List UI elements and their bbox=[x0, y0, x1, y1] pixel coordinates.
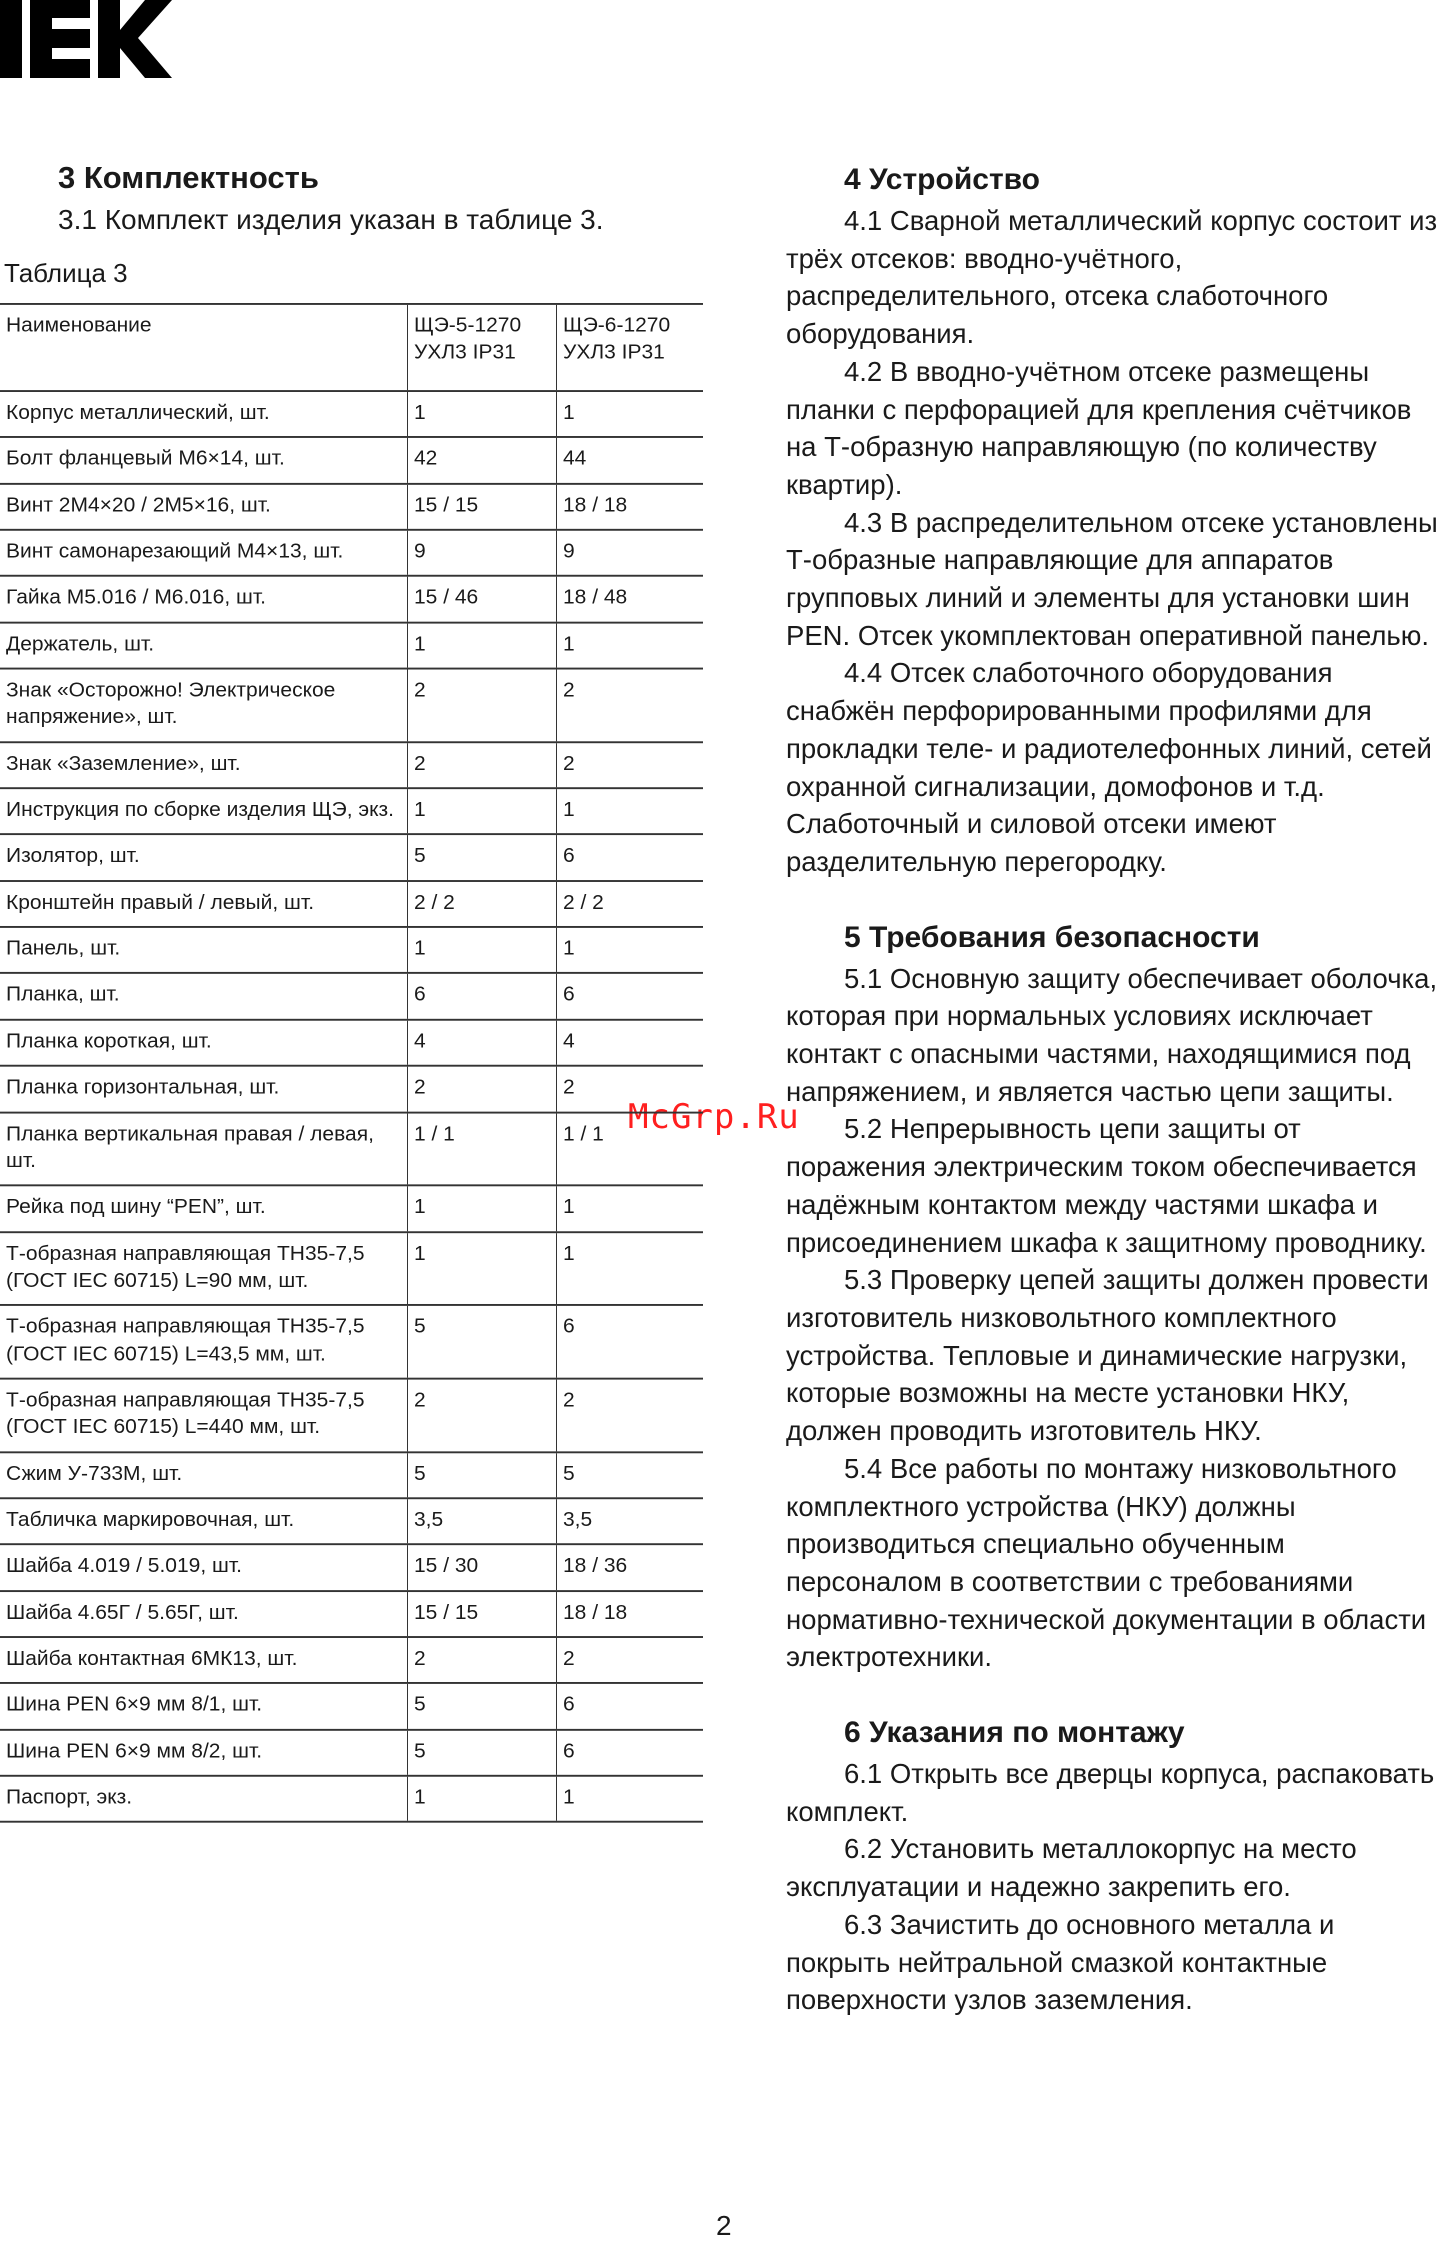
table-cell: Инструкция по сборке изделия ЩЭ, экз. bbox=[0, 788, 408, 834]
table-row bbox=[0, 1186, 703, 1232]
table-cell: Держатель, шт. bbox=[0, 622, 408, 668]
table-cell: Шина PEN 6×9 мм 8/1, шт. bbox=[0, 1683, 408, 1729]
table-cell: Планка горизонтальная, шт. bbox=[0, 1066, 408, 1112]
table-cell: 3,5 bbox=[557, 1498, 704, 1544]
table-cell: Знак «Осторожно! Электрическое напряжение», шт. bbox=[0, 669, 408, 742]
table-row bbox=[0, 391, 703, 437]
table-cell: Шайба 4.019 / 5.019, шт. bbox=[0, 1544, 408, 1590]
section6 bbox=[786, 1713, 1442, 2019]
table-cell: 1 bbox=[557, 1232, 704, 1305]
paragraph: 4.3 В распределительном отсеке установлены Т-образные направляющие для аппаратов групповых линий и элементы для установки шин PEN. Отсек укомплектован оперативной панелью. bbox=[786, 506, 1438, 651]
table-caption: Таблица 3 bbox=[4, 258, 128, 288]
section5 bbox=[786, 918, 1442, 1676]
table-cell: Шайба контактная 6МК13, шт. bbox=[0, 1637, 408, 1683]
table-row bbox=[0, 1020, 703, 1066]
table-header-cell: ЩЭ-5-1270 УХЛ3 IP31 bbox=[408, 304, 557, 391]
table-cell: Шайба 4.65Г / 5.65Г, шт. bbox=[0, 1591, 408, 1637]
table-cell: 1 bbox=[557, 788, 704, 834]
table-row bbox=[0, 835, 703, 881]
table-cell: 6 bbox=[557, 1683, 704, 1729]
table-cell: Рейка под шину “PEN”, шт. bbox=[0, 1186, 408, 1232]
table-cell: 5 bbox=[408, 835, 557, 881]
table-cell: 3,5 bbox=[408, 1498, 557, 1544]
table-cell: 5 bbox=[408, 1305, 557, 1378]
table-cell: 15 / 46 bbox=[408, 576, 557, 622]
table-row bbox=[0, 622, 703, 668]
table-header-cell: ЩЭ-6-1270 УХЛ3 IP31 bbox=[557, 304, 704, 391]
table-cell: 1 bbox=[408, 1776, 557, 1822]
table-cell: 2 bbox=[557, 1379, 704, 1452]
page-number: 2 bbox=[716, 2210, 732, 2241]
table-row bbox=[0, 530, 703, 576]
table-row bbox=[0, 437, 703, 483]
table-cell: Болт фланцевый М6×14, шт. bbox=[0, 437, 408, 483]
table-cell: Планка, шт. bbox=[0, 973, 408, 1019]
table-cell: 1 bbox=[557, 927, 704, 973]
table-cell: 6 bbox=[557, 973, 704, 1019]
table-row bbox=[0, 1776, 703, 1822]
table-cell: 2 bbox=[557, 742, 704, 788]
table-row bbox=[0, 1544, 703, 1590]
table-cell: 6 bbox=[557, 1305, 704, 1378]
table-cell: 42 bbox=[408, 437, 557, 483]
table-cell: 1 bbox=[408, 788, 557, 834]
table-cell: 1 bbox=[557, 1186, 704, 1232]
table-cell: 1 bbox=[408, 1186, 557, 1232]
table-cell: 44 bbox=[557, 437, 704, 483]
section4-title: 4 Устройство bbox=[844, 163, 1041, 196]
table-cell: 4 bbox=[408, 1020, 557, 1066]
table-row bbox=[0, 881, 703, 927]
table-cell: 2 bbox=[408, 1637, 557, 1683]
table-cell: Винт самонарезающий М4×13, шт. bbox=[0, 530, 408, 576]
paragraph: 4.1 Сварной металлический корпус состоит из трёх отсеков: вводно-учётного, распределительного, отсека слаботочного оборудования. bbox=[786, 205, 1438, 350]
table-cell: 18 / 18 bbox=[557, 1591, 704, 1637]
table-cell: Паспорт, экз. bbox=[0, 1776, 408, 1822]
table-cell: 4 bbox=[557, 1020, 704, 1066]
paragraph: 6.1 Открыть все дверцы корпуса, распаковать комплект. bbox=[786, 1758, 1435, 1827]
table-cell: 1 bbox=[408, 622, 557, 668]
paragraph: 5.2 Непрерывность цепи защиты от поражения электрическим током обеспечивается надёжным контактом между частями шкафа и присоединением шкафа к защитному проводнику. bbox=[786, 1113, 1427, 1258]
table-cell: 2 bbox=[557, 1637, 704, 1683]
table-cell: 2 bbox=[408, 742, 557, 788]
table-cell: 15 / 15 bbox=[408, 484, 557, 530]
table-cell: Т-образная направляющая ТН35-7,5 (ГОСТ IEC 60715) L=440 мм, шт. bbox=[0, 1379, 408, 1452]
table-row bbox=[0, 742, 703, 788]
table-header-row bbox=[0, 304, 703, 391]
table-cell: Панель, шт. bbox=[0, 927, 408, 973]
table-cell: 18 / 48 bbox=[557, 576, 704, 622]
table-row bbox=[0, 1112, 703, 1185]
table-cell: Кронштейн правый / левый, шт. bbox=[0, 881, 408, 927]
table-cell: 1 bbox=[557, 391, 704, 437]
table-cell: 2 bbox=[408, 1066, 557, 1112]
table-row bbox=[0, 576, 703, 622]
table-cell: 6 bbox=[557, 1730, 704, 1776]
paragraph: 4.2 В вводно-учётном отсеке размещены планки с перфорацией для крепления счётчиков на Т-образную направляющую (по количеству квартир). bbox=[786, 355, 1412, 500]
table-cell: Сжим У-733М, шт. bbox=[0, 1452, 408, 1498]
table-cell: 1 / 1 bbox=[557, 1112, 704, 1185]
table-row bbox=[0, 973, 703, 1019]
table-cell: 15 / 30 bbox=[408, 1544, 557, 1590]
contents-table bbox=[0, 303, 703, 1823]
table-cell: Шина PEN 6×9 мм 8/2, шт. bbox=[0, 1730, 408, 1776]
paragraph: 5.1 Основную защиту обеспечивает оболочка, которая при нормальных условиях исключает контакт с опасными частями, находящимися под напряжением, и является частью цепи защиты. bbox=[786, 962, 1438, 1107]
table-cell: 5 bbox=[557, 1452, 704, 1498]
table-row bbox=[0, 1379, 703, 1452]
table-cell: 6 bbox=[557, 835, 704, 881]
table-cell: Корпус металлический, шт. bbox=[0, 391, 408, 437]
table-cell: 1 bbox=[408, 1232, 557, 1305]
section3-intro: 3.1 Комплект изделия указан в таблице 3. bbox=[58, 204, 604, 235]
table-row bbox=[0, 1637, 703, 1683]
table-row bbox=[0, 484, 703, 530]
table-cell: 18 / 18 bbox=[557, 484, 704, 530]
table-cell: 1 bbox=[408, 927, 557, 973]
table-cell: Табличка маркировочная, шт. bbox=[0, 1498, 408, 1544]
watermark: McGrp.Ru bbox=[628, 1097, 800, 1137]
table-cell: 2 bbox=[408, 1379, 557, 1452]
table-cell: Гайка М5.016 / М6.016, шт. bbox=[0, 576, 408, 622]
iek-logo bbox=[0, 0, 172, 78]
paragraph: 5.4 Все работы по монтажу низковольтного комплектного устройства (НКУ) должны производиться специально обученным персоналом в соответствии с требованиями нормативно-технической документации в области электротехники. bbox=[786, 1452, 1427, 1673]
table-cell: 2 bbox=[557, 1066, 704, 1112]
table-row bbox=[0, 1305, 703, 1378]
table-row bbox=[0, 1683, 703, 1729]
table-cell: 2 / 2 bbox=[557, 881, 704, 927]
table-cell: 6 bbox=[408, 973, 557, 1019]
table-cell: 1 bbox=[557, 622, 704, 668]
table-cell: 2 / 2 bbox=[408, 881, 557, 927]
table-row bbox=[0, 1498, 703, 1544]
table-row bbox=[0, 1232, 703, 1305]
section6-title: 6 Указания по монтажу bbox=[844, 1716, 1185, 1750]
table-cell: 9 bbox=[408, 530, 557, 576]
table-row bbox=[0, 1591, 703, 1637]
section4 bbox=[786, 160, 1442, 881]
table-cell: Планка короткая, шт. bbox=[0, 1020, 408, 1066]
table-cell: Т-образная направляющая ТН35-7,5 (ГОСТ IEC 60715) L=90 мм, шт. bbox=[0, 1232, 408, 1305]
table-cell: 9 bbox=[557, 530, 704, 576]
section5-title: 5 Требования безопасности bbox=[844, 920, 1260, 954]
table-row bbox=[0, 1066, 703, 1112]
table-header-cell: Наименование bbox=[0, 304, 408, 391]
table-row bbox=[0, 669, 703, 742]
table-cell: 1 bbox=[408, 391, 557, 437]
table-cell: 1 / 1 bbox=[408, 1112, 557, 1185]
table-cell: 2 bbox=[557, 669, 704, 742]
table-cell: Изолятор, шт. bbox=[0, 835, 408, 881]
table-cell: 5 bbox=[408, 1730, 557, 1776]
paragraph: 6.2 Установить металлокорпус на место эксплуатации и надежно закрепить его. bbox=[786, 1833, 1357, 1903]
table-cell: 2 bbox=[408, 669, 557, 742]
table-cell: 5 bbox=[408, 1683, 557, 1729]
table-row bbox=[0, 788, 703, 834]
table-row bbox=[0, 927, 703, 973]
paragraph: 4.4 Отсек слаботочного оборудования снабжён перфорированными профилями для прокладки теле- и радиотелефонных линий, сетей охранной сигнализации, домофонов и т.д. Слаботочный и силовой отсеки имеют разделительную перегородку. bbox=[786, 657, 1432, 877]
section3-title: 3 Комплектность bbox=[58, 160, 319, 195]
paragraph: 6.3 Зачистить до основного металла и покрыть нейтральной смазкой контактные поверхности узлов заземления. bbox=[786, 1908, 1335, 2016]
table-cell: Знак «Заземление», шт. bbox=[0, 742, 408, 788]
paragraph: 5.3 Проверку цепей защиты должен провести изготовитель низковольтного комплектного устройства. Тепловые и динамические нагрузки, которые возможны на месте установки НКУ, должен проводить изготовитель НКУ. bbox=[786, 1264, 1429, 1447]
table-row bbox=[0, 1730, 703, 1776]
table-cell: Винт 2М4×20 / 2М5×16, шт. bbox=[0, 484, 408, 530]
table-cell: 15 / 15 bbox=[408, 1591, 557, 1637]
table-cell: 18 / 36 bbox=[557, 1544, 704, 1590]
table-row bbox=[0, 1452, 703, 1498]
right-column bbox=[786, 160, 1442, 2056]
table-cell: 5 bbox=[408, 1452, 557, 1498]
table-cell: 1 bbox=[557, 1776, 704, 1822]
table-cell: Т-образная направляющая ТН35-7,5 (ГОСТ IEC 60715) L=43,5 мм, шт. bbox=[0, 1305, 408, 1378]
table-cell: Планка вертикальная правая / левая, шт. bbox=[0, 1112, 408, 1185]
